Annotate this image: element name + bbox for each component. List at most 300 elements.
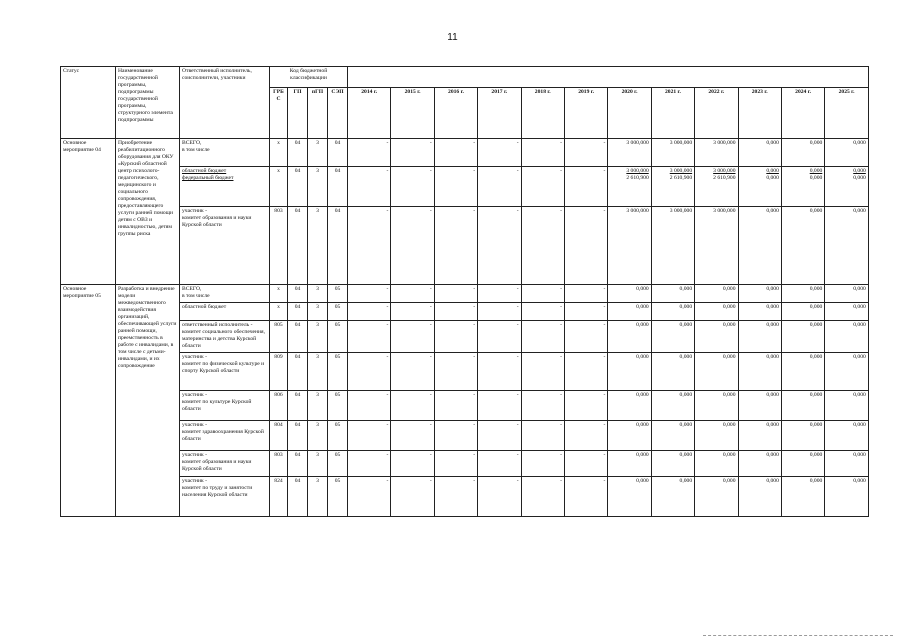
year-value xyxy=(521,303,564,321)
value-line: 0,000 xyxy=(809,286,823,292)
year-value xyxy=(738,207,781,285)
code-grbs: 803 xyxy=(270,207,288,285)
year-value xyxy=(608,285,651,303)
year-value xyxy=(608,391,651,421)
year-value xyxy=(391,477,434,517)
value-line: - xyxy=(473,354,476,360)
year-value xyxy=(825,321,869,353)
year-value xyxy=(348,391,391,421)
year-value xyxy=(651,421,694,451)
year-value xyxy=(651,353,694,391)
year-value xyxy=(434,391,477,421)
value-line: - xyxy=(429,452,432,458)
value-line: 0,000 xyxy=(766,478,779,484)
value-line: 0,000 xyxy=(679,452,693,458)
table-row xyxy=(61,451,869,477)
year-value xyxy=(348,321,391,353)
value-line: - xyxy=(560,140,562,146)
responsible-line: комитет социального обеспечения, материнства и детства Курской области xyxy=(182,328,265,349)
value-line: - xyxy=(516,478,519,484)
year-value xyxy=(521,353,564,391)
value-line: - xyxy=(386,208,389,214)
value-line: - xyxy=(386,304,389,310)
year-value xyxy=(608,477,651,517)
responsible-line: ВСЕГО, xyxy=(182,140,202,146)
year-value xyxy=(521,451,564,477)
year-value xyxy=(781,303,824,321)
year-value xyxy=(564,451,607,477)
value-line: - xyxy=(603,322,606,328)
year-value xyxy=(564,167,607,207)
year-value xyxy=(825,421,869,451)
year-value xyxy=(391,207,434,285)
value-line: 0,000 xyxy=(809,208,823,214)
responsible-line: участник - xyxy=(182,452,207,458)
code-gp: 04 xyxy=(288,207,308,285)
year-value xyxy=(521,391,564,421)
year-value xyxy=(608,451,651,477)
year-value xyxy=(434,353,477,391)
year-value xyxy=(521,207,564,285)
year-value xyxy=(521,139,564,167)
responsible-line: участник - xyxy=(182,478,207,484)
year-value xyxy=(781,421,824,451)
value-line: 0,000 xyxy=(766,354,779,360)
value-line: 0,000 xyxy=(722,392,736,398)
value-line: 0,000 xyxy=(722,354,736,360)
value-line: 0,000 xyxy=(809,174,823,181)
value-line: 3 000,000 xyxy=(669,140,693,146)
header-year-9: 2023 г. xyxy=(738,88,781,139)
value-line: 0,000 xyxy=(853,478,866,484)
row-responsible xyxy=(180,139,270,167)
year-value xyxy=(478,167,521,207)
value-line: 0,000 xyxy=(766,322,779,328)
header-year-10: 2024 г. xyxy=(781,88,824,139)
value-line: - xyxy=(603,304,606,310)
value-line: 0,000 xyxy=(722,322,736,328)
value-line: 0,000 xyxy=(679,422,693,428)
year-value xyxy=(825,139,869,167)
value-line: 3 000,000 xyxy=(713,168,736,174)
code-pgp: 3 xyxy=(308,167,328,207)
value-line: - xyxy=(429,304,432,310)
value-line: - xyxy=(386,452,389,458)
year-value xyxy=(608,303,651,321)
value-line: - xyxy=(386,286,389,292)
value-line: - xyxy=(603,354,606,360)
header-year-8: 2022 г. xyxy=(695,88,738,139)
header-row-1 xyxy=(61,67,869,88)
header-code-2: пГП xyxy=(308,88,328,139)
value-line: - xyxy=(560,322,562,328)
table-row xyxy=(61,391,869,421)
year-value xyxy=(348,421,391,451)
value-line: - xyxy=(473,422,476,428)
code-gp: 04 xyxy=(288,167,308,207)
responsible-line: областной бюджет xyxy=(182,168,227,174)
year-value xyxy=(651,477,694,517)
year-value xyxy=(738,353,781,391)
year-value xyxy=(695,353,738,391)
year-value xyxy=(738,139,781,167)
year-value xyxy=(738,167,781,207)
value-line: - xyxy=(516,286,519,292)
header-year-4: 2018 г. xyxy=(521,88,564,139)
value-line: 0,000 xyxy=(766,304,779,310)
header-name: Наименование государственной программы, подпрограммы государственной программы, структурного элемента подпрограммы xyxy=(116,67,180,139)
value-line: - xyxy=(386,168,389,174)
code-grbs: х xyxy=(270,167,288,207)
value-line: 0,000 xyxy=(679,322,693,328)
value-line: - xyxy=(429,168,432,174)
value-line: - xyxy=(516,168,519,174)
code-grbs: х xyxy=(270,139,288,167)
value-line: - xyxy=(386,140,389,146)
table-row xyxy=(61,303,869,321)
value-line: 0,000 xyxy=(853,452,866,458)
header-budget-code: Код бюджетной классификации xyxy=(270,67,348,88)
year-value xyxy=(434,285,477,303)
value-line: 0,000 xyxy=(809,422,823,428)
value-line: - xyxy=(560,452,562,458)
value-line: 0,000 xyxy=(766,140,779,146)
table-row xyxy=(61,421,869,451)
year-value xyxy=(391,391,434,421)
value-line: - xyxy=(516,140,519,146)
value-line: 0,000 xyxy=(722,422,736,428)
value-line: - xyxy=(560,168,562,174)
row-responsible xyxy=(180,353,270,391)
year-value xyxy=(391,353,434,391)
value-line: - xyxy=(560,304,562,310)
header-responsible: Ответственный исполнитель, соисполнители, участники xyxy=(180,67,270,139)
value-line: - xyxy=(603,168,606,174)
year-value xyxy=(695,285,738,303)
year-value xyxy=(348,477,391,517)
year-value xyxy=(348,303,391,321)
responsible-line: ответственный исполнитель - xyxy=(182,322,253,328)
code-grbs: 803 xyxy=(270,451,288,477)
value-line: 0,000 xyxy=(636,354,649,360)
year-value xyxy=(521,285,564,303)
value-line: 0,000 xyxy=(809,168,823,174)
header-year-5: 2019 г. xyxy=(564,88,607,139)
year-value xyxy=(608,321,651,353)
table-row xyxy=(61,167,869,207)
value-line: - xyxy=(516,322,519,328)
year-value xyxy=(825,285,869,303)
value-line: - xyxy=(473,392,476,398)
value-line: 0,000 xyxy=(636,304,649,310)
value-line: 0,000 xyxy=(809,392,823,398)
year-value xyxy=(695,477,738,517)
year-value xyxy=(434,207,477,285)
responsible-line: участник - xyxy=(182,208,207,214)
value-line: 0,000 xyxy=(853,422,866,428)
year-value xyxy=(825,391,869,421)
year-value xyxy=(564,421,607,451)
value-line: 0,000 xyxy=(722,452,736,458)
value-line: - xyxy=(603,422,606,428)
year-value xyxy=(651,167,694,207)
value-line: - xyxy=(603,140,606,146)
page-number: 11 xyxy=(447,32,458,43)
year-value xyxy=(478,451,521,477)
code-sep: 04 xyxy=(328,207,348,285)
year-value xyxy=(348,207,391,285)
value-line: 3 000,000 xyxy=(713,208,736,214)
year-value xyxy=(651,207,694,285)
value-line: 0,000 xyxy=(636,452,649,458)
value-line: - xyxy=(386,354,389,360)
code-pgp: 3 xyxy=(308,477,328,517)
year-value xyxy=(781,451,824,477)
header-year-6: 2020 г. xyxy=(608,88,651,139)
responsible-line: комитет по труду и занятости населения Курской области xyxy=(182,484,253,498)
value-line: - xyxy=(429,422,432,428)
year-value xyxy=(348,285,391,303)
row-responsible xyxy=(180,477,270,517)
value-line: 0,000 xyxy=(636,478,649,484)
header-year-3: 2017 г. xyxy=(478,88,521,139)
year-value xyxy=(695,207,738,285)
code-gp: 04 xyxy=(288,285,308,303)
responsible-line: участник - xyxy=(182,392,207,398)
value-line: 0,000 xyxy=(809,354,823,360)
value-line: - xyxy=(386,478,389,484)
value-line: - xyxy=(429,286,432,292)
value-line: - xyxy=(429,354,432,360)
year-value xyxy=(738,451,781,477)
table-row xyxy=(61,321,869,353)
value-line: 0,000 xyxy=(679,392,693,398)
code-pgp: 3 xyxy=(308,139,328,167)
value-line: 0,000 xyxy=(809,140,823,146)
code-sep: 04 xyxy=(328,167,348,207)
value-line: 0,000 xyxy=(853,354,866,360)
value-line: 0,000 xyxy=(679,304,693,310)
year-value xyxy=(348,139,391,167)
value-line: 0,000 xyxy=(722,304,736,310)
code-pgp: 3 xyxy=(308,285,328,303)
year-value xyxy=(651,391,694,421)
value-line: - xyxy=(516,208,519,214)
header-year-1: 2015 г. xyxy=(391,88,434,139)
code-sep: 05 xyxy=(328,421,348,451)
year-value xyxy=(608,421,651,451)
year-value xyxy=(478,285,521,303)
value-line: - xyxy=(603,392,606,398)
value-line: 0,000 xyxy=(679,286,693,292)
row-responsible xyxy=(180,207,270,285)
code-grbs: х xyxy=(270,285,288,303)
value-line: - xyxy=(473,168,476,174)
header-year-11: 2025 г. xyxy=(825,88,869,139)
value-line: 0,000 xyxy=(636,392,649,398)
year-value xyxy=(695,321,738,353)
year-value xyxy=(521,321,564,353)
row-responsible xyxy=(180,321,270,353)
year-value xyxy=(564,477,607,517)
responsible-line: в том числе xyxy=(182,146,210,153)
year-value xyxy=(781,353,824,391)
year-value xyxy=(651,451,694,477)
value-line: - xyxy=(429,478,432,484)
code-sep: 05 xyxy=(328,391,348,421)
code-pgp: 3 xyxy=(308,451,328,477)
table-row xyxy=(61,139,869,167)
year-value xyxy=(391,285,434,303)
year-value xyxy=(564,207,607,285)
table-row xyxy=(61,353,869,391)
year-value xyxy=(781,285,824,303)
year-value xyxy=(825,353,869,391)
year-value xyxy=(391,139,434,167)
year-value xyxy=(478,353,521,391)
group-name: Приобретение реабилитационного оборудования для ОКУ «Курский областной центр психолого-педагогического, медицинского и социального сопровождения, предоставляющего услуги ранней помощи детям с ОВЗ и инвалидностью, детям группы риска xyxy=(116,139,180,285)
value-line: 0,000 xyxy=(636,286,649,292)
value-line: - xyxy=(473,286,476,292)
value-line: - xyxy=(516,392,519,398)
year-value xyxy=(348,353,391,391)
year-value xyxy=(825,477,869,517)
year-value xyxy=(434,451,477,477)
value-line: 0,000 xyxy=(853,286,866,292)
value-line: 0,000 xyxy=(853,140,866,146)
year-value xyxy=(781,207,824,285)
year-value xyxy=(521,167,564,207)
year-value xyxy=(651,303,694,321)
year-value xyxy=(564,285,607,303)
code-sep: 05 xyxy=(328,451,348,477)
value-line: - xyxy=(429,322,432,328)
year-value xyxy=(478,207,521,285)
code-sep: 04 xyxy=(328,139,348,167)
value-line: 3 000,000 xyxy=(626,140,649,146)
year-value xyxy=(521,477,564,517)
value-line: - xyxy=(429,392,432,398)
value-line: - xyxy=(603,452,606,458)
year-value xyxy=(695,421,738,451)
year-value xyxy=(738,421,781,451)
value-line: 0,000 xyxy=(766,286,779,292)
header-code-3: СЭП xyxy=(328,88,348,139)
group-status: Основное мероприятие 04 xyxy=(61,139,116,285)
header-year-7: 2021 г. xyxy=(651,88,694,139)
value-line: - xyxy=(560,422,562,428)
code-grbs: 824 xyxy=(270,477,288,517)
year-value xyxy=(478,391,521,421)
value-line: 0,000 xyxy=(722,478,736,484)
value-line: - xyxy=(603,478,606,484)
year-value xyxy=(608,167,651,207)
group-name: Разработка и внедрение модели межведомственного взаимодействия организаций, обеспечивающей услуги ранней помощи, преемственность в работе с инвалидами, в том числе с детьми-инвалидами, и их сопровождение xyxy=(116,285,180,517)
year-value xyxy=(478,321,521,353)
year-value xyxy=(695,391,738,421)
value-line: - xyxy=(473,140,476,146)
year-value xyxy=(391,451,434,477)
value-line: - xyxy=(473,322,476,328)
code-grbs: 809 xyxy=(270,353,288,391)
value-line: - xyxy=(516,452,519,458)
header-code-1: ГП xyxy=(288,88,308,139)
value-line: - xyxy=(473,452,476,458)
code-grbs: х xyxy=(270,303,288,321)
code-sep: 05 xyxy=(328,321,348,353)
value-line: 3 000,000 xyxy=(713,140,736,146)
year-value xyxy=(564,321,607,353)
year-value xyxy=(521,421,564,451)
responsible-line: участник - xyxy=(182,422,207,428)
code-pgp: 3 xyxy=(308,321,328,353)
value-line: 0,000 xyxy=(766,168,779,174)
year-value xyxy=(348,167,391,207)
row-responsible xyxy=(180,391,270,421)
row-responsible xyxy=(180,451,270,477)
code-gp: 04 xyxy=(288,321,308,353)
header-code-0: ГРБС xyxy=(270,88,288,139)
value-line: 0,000 xyxy=(766,422,779,428)
year-value xyxy=(434,421,477,451)
code-gp: 04 xyxy=(288,421,308,451)
value-line: 0,000 xyxy=(636,322,649,328)
value-line: 0,000 xyxy=(809,304,823,310)
code-gp: 04 xyxy=(288,139,308,167)
year-value xyxy=(391,321,434,353)
year-value xyxy=(478,421,521,451)
code-sep: 05 xyxy=(328,353,348,391)
value-line: - xyxy=(516,304,519,310)
year-value xyxy=(651,139,694,167)
year-value xyxy=(478,303,521,321)
year-value xyxy=(608,353,651,391)
year-value xyxy=(478,139,521,167)
code-gp: 04 xyxy=(288,391,308,421)
responsible-line: ВСЕГО, xyxy=(182,286,202,292)
value-line: 3 000,000 xyxy=(626,208,649,214)
value-line: 0,000 xyxy=(809,452,823,458)
table-row xyxy=(61,207,869,285)
value-line: - xyxy=(560,392,562,398)
table-row xyxy=(61,285,869,303)
value-line: 0,000 xyxy=(722,286,736,292)
responsible-line: в том числе xyxy=(182,292,210,299)
table-body xyxy=(61,139,869,517)
year-value xyxy=(564,303,607,321)
value-line: 0,000 xyxy=(766,208,779,214)
code-pgp: 3 xyxy=(308,303,328,321)
year-value xyxy=(391,421,434,451)
responsible-line: комитет по физической культуре и спорту Курской области xyxy=(182,360,265,374)
value-line: - xyxy=(560,478,562,484)
value-line: 2 610,900 xyxy=(626,174,649,181)
value-line: 0,000 xyxy=(679,478,693,484)
budget-table xyxy=(60,66,869,517)
value-line: - xyxy=(386,392,389,398)
responsible-line: комитет образования и науки Курской области xyxy=(182,214,252,228)
year-value xyxy=(434,167,477,207)
year-value xyxy=(825,167,869,207)
year-value xyxy=(738,477,781,517)
code-pgp: 3 xyxy=(308,421,328,451)
code-gp: 04 xyxy=(288,303,308,321)
year-value xyxy=(695,167,738,207)
row-responsible xyxy=(180,285,270,303)
value-line: - xyxy=(473,208,476,214)
header-status: Статус xyxy=(61,67,116,139)
year-value xyxy=(781,391,824,421)
